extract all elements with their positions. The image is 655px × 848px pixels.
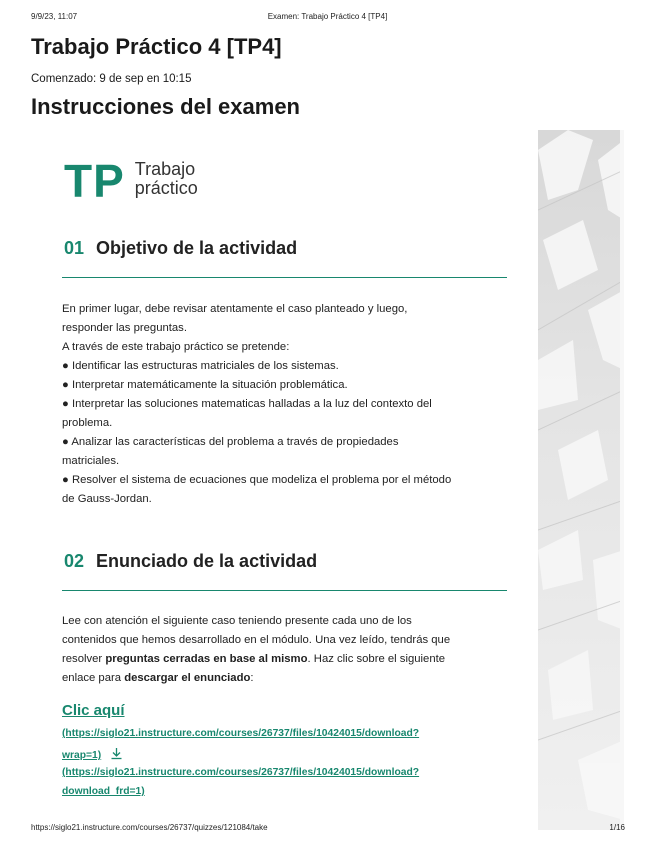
body-line (62, 669, 514, 688)
section-1-heading (64, 238, 297, 259)
text-run: . Haz clic sobre el siguiente (307, 653, 446, 665)
decorative-banner-image (538, 130, 624, 830)
section-2-heading (64, 551, 317, 572)
section-2-number: 02 (64, 551, 85, 571)
tp-logo-text (135, 160, 198, 198)
print-datetime: 9/9/23, 11:07 (31, 12, 78, 21)
objective-item: ● Analizar las características del problema a través de propiedades (62, 436, 399, 448)
body-line: Lee con atención el siguiente caso teniendo presente cada uno de los (62, 615, 412, 627)
print-page-number: 1/16 (609, 823, 625, 832)
objective-item: ● Identificar las estructuras matriciales de los sistemas. (62, 360, 339, 372)
download-icon[interactable] (110, 747, 123, 763)
tp-logo-word-2: práctico (134, 178, 198, 198)
quiz-title: Trabajo Práctico 4 [TP4] (31, 34, 282, 59)
body-line (62, 650, 514, 669)
download-url-1-part-1[interactable]: (https://siglo21.instructure.com/courses/26737/files/10424015/download? (62, 728, 420, 739)
download-statement-link[interactable]: Clic aquí (62, 702, 125, 719)
objective-item-cont: matriciales. (62, 455, 120, 467)
section-2-divider (62, 590, 507, 591)
section-1-divider (62, 277, 507, 278)
tp-logo-initials: TP (64, 155, 125, 207)
section-1-number: 01 (64, 238, 85, 258)
text-run: enlace para (62, 672, 125, 684)
section-1-body (62, 300, 512, 509)
body-line: A través de este trabajo práctico se pretende: (62, 341, 290, 353)
body-line: En primer lugar, debe revisar atentamente el caso planteado y luego, (62, 303, 408, 315)
download-url-1-part-2[interactable]: wrap=1) (62, 750, 102, 761)
quiz-started-time: Comenzado: 9 de sep en 10:15 (31, 73, 192, 85)
text-run: resolver (62, 653, 106, 665)
download-url-1-line-2[interactable] (62, 747, 123, 763)
body-line: contenidos que hemos desarrollado en el módulo. Una vez leído, tendrás que (62, 634, 451, 646)
text-run: : (250, 672, 254, 684)
section-1-title: Objetivo de la actividad (96, 238, 298, 258)
objective-item: ● Interpretar las soluciones matematicas halladas a la luz del contexto del (62, 398, 432, 410)
bold-text: descargar el enunciado (124, 672, 251, 684)
print-document-title: Examen: Trabajo Práctico 4 [TP4] (267, 12, 388, 21)
objective-item-cont: problema. (62, 417, 113, 429)
objective-item: ● Interpretar matemáticamente la situación problemática. (62, 379, 348, 391)
section-2-body (62, 612, 514, 688)
objective-item-cont: de Gauss-Jordan. (62, 493, 152, 505)
tp-logo (64, 155, 198, 207)
objective-item: ● Resolver el sistema de ecuaciones que modeliza el problema por el método (62, 474, 452, 486)
section-2-title: Enunciado de la actividad (96, 551, 318, 571)
decorative-border (620, 130, 624, 830)
instructions-heading: Instrucciones del examen (31, 94, 300, 119)
body-line: responder las preguntas. (62, 322, 187, 334)
download-url-2-part-2[interactable]: download_frd=1) (62, 786, 145, 797)
tp-logo-word-1: Trabajo (134, 159, 196, 179)
download-url-2-part-1[interactable]: (https://siglo21.instructure.com/courses/26737/files/10424015/download? (62, 767, 420, 778)
print-footer-url: https://siglo21.instructure.com/courses/26737/quizzes/121084/take (31, 823, 268, 832)
bold-text: preguntas cerradas en base al mismo (105, 653, 308, 665)
